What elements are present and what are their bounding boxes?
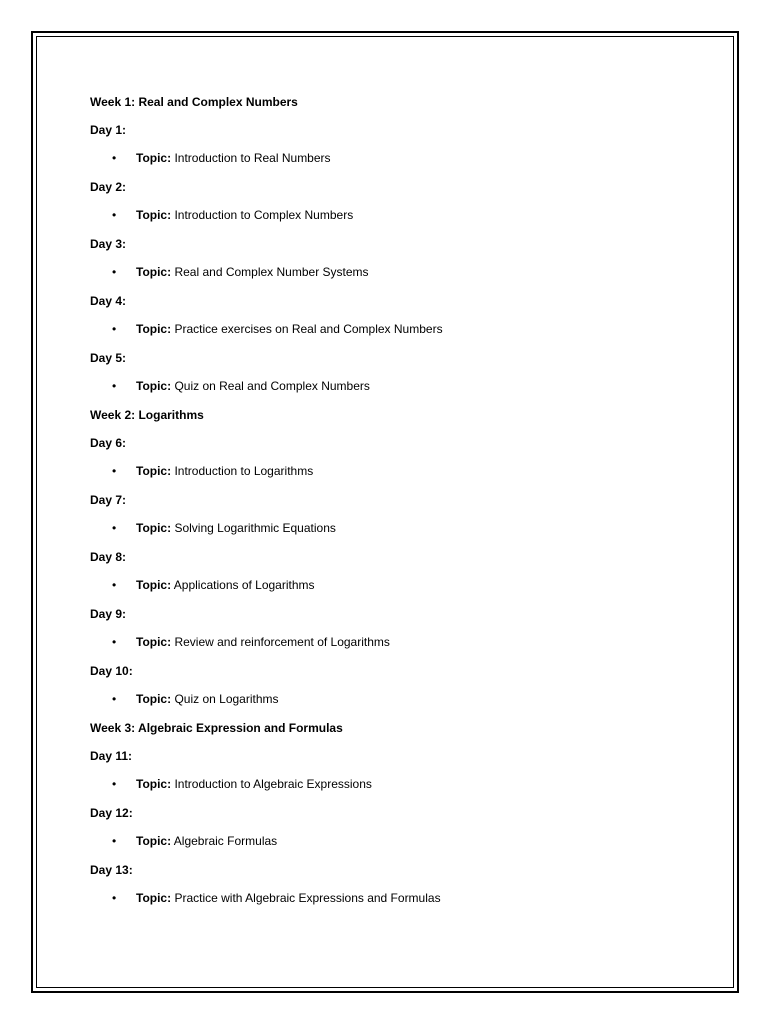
- topic-label: Topic:: [136, 635, 172, 649]
- day-label: Day 13:: [90, 863, 133, 877]
- topic-label: Topic:: [136, 834, 172, 848]
- bullet-icon: •: [112, 635, 117, 649]
- topic-label: Topic:: [136, 379, 172, 393]
- bullet-icon: •: [112, 322, 117, 336]
- bullet-icon: •: [112, 379, 117, 393]
- day-label: Day 1:: [90, 123, 127, 137]
- topic-list-item: [90, 890, 690, 919]
- topic-label: Topic:: [136, 521, 172, 535]
- topic-text: Solving Logarithmic Equations: [174, 521, 336, 535]
- topic-label: Topic:: [136, 322, 172, 336]
- topic-text: Introduction to Complex Numbers: [174, 208, 354, 222]
- topic-text: Practice with Algebraic Expressions and Formulas: [174, 891, 441, 905]
- topic-label: Topic:: [136, 777, 172, 791]
- day-label: Day 7:: [90, 493, 127, 507]
- day-label: Day 9:: [90, 607, 127, 621]
- week-heading: Week 1: Real and Complex Numbers: [90, 95, 298, 109]
- topic-label: Topic:: [136, 578, 172, 592]
- topic-list-item: [90, 577, 690, 606]
- topic-list-item: [90, 150, 690, 179]
- topic-text: Applications of Logarithms: [173, 578, 315, 592]
- day-label: Day 5:: [90, 351, 127, 365]
- topic-label: Topic:: [136, 265, 172, 279]
- topic-list-item: [90, 833, 690, 862]
- bullet-icon: •: [112, 151, 117, 165]
- day-label: Day 12:: [90, 806, 133, 820]
- bullet-icon: •: [112, 578, 117, 592]
- bullet-icon: •: [112, 692, 117, 706]
- topic-label: Topic:: [136, 151, 172, 165]
- topic-label: Topic:: [136, 692, 172, 706]
- topic-label: Topic:: [136, 208, 172, 222]
- bullet-icon: •: [112, 208, 117, 222]
- bullet-icon: •: [112, 777, 117, 791]
- topic-label: Topic:: [136, 891, 172, 905]
- topic-list-item: [90, 207, 690, 236]
- bullet-icon: •: [112, 834, 117, 848]
- topic-text: Introduction to Algebraic Expressions: [174, 777, 372, 791]
- day-label: Day 11:: [90, 749, 133, 763]
- topic-text: Practice exercises on Real and Complex Numbers: [174, 322, 443, 336]
- topic-list-item: [90, 378, 690, 407]
- topic-text: Algebraic Formulas: [173, 834, 278, 848]
- topic-label: Topic:: [136, 464, 172, 478]
- bullet-icon: •: [112, 891, 117, 905]
- day-label: Day 2:: [90, 180, 127, 194]
- day-label: Day 3:: [90, 237, 127, 251]
- bullet-icon: •: [112, 521, 117, 535]
- topic-list-item: [90, 634, 690, 663]
- topic-text: Quiz on Logarithms: [174, 692, 279, 706]
- topic-text: Review and reinforcement of Logarithms: [174, 635, 390, 649]
- day-label: Day 6:: [90, 436, 127, 450]
- day-label: Day 4:: [90, 294, 127, 308]
- topic-list-item: [90, 321, 690, 350]
- week-heading: Week 2: Logarithms: [90, 408, 204, 422]
- topic-text: Introduction to Logarithms: [174, 464, 314, 478]
- day-label: Day 8:: [90, 550, 127, 564]
- topic-list-item: [90, 264, 690, 293]
- bullet-icon: •: [112, 265, 117, 279]
- topic-list-item: [90, 776, 690, 805]
- week-heading: Week 3: Algebraic Expression and Formulas: [90, 721, 343, 735]
- topic-list-item: [90, 463, 690, 492]
- topic-list-item: [90, 520, 690, 549]
- day-label: Day 10:: [90, 664, 133, 678]
- topic-list-item: [90, 691, 690, 720]
- bullet-icon: •: [112, 464, 117, 478]
- topic-text: Introduction to Real Numbers: [174, 151, 331, 165]
- topic-text: Quiz on Real and Complex Numbers: [174, 379, 370, 393]
- topic-text: Real and Complex Number Systems: [174, 265, 369, 279]
- schedule-content: [90, 94, 690, 919]
